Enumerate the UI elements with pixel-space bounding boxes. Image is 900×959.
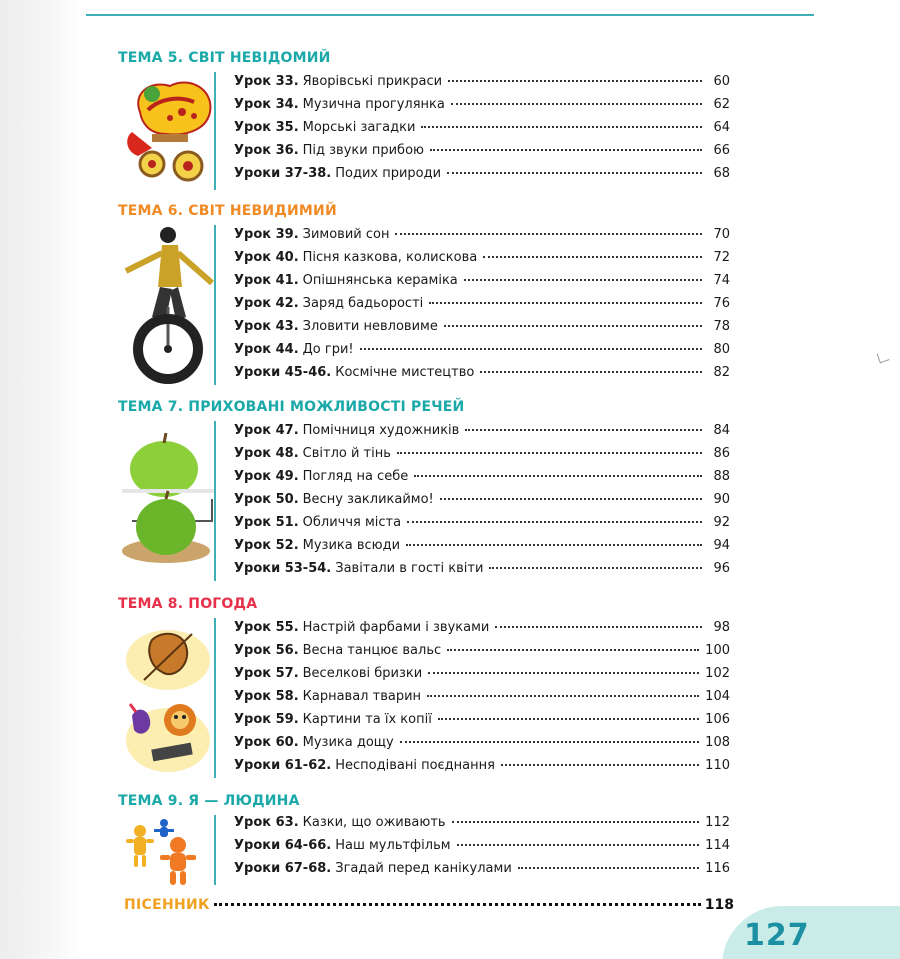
lesson-page: 110 [705, 758, 730, 773]
leader-dots [457, 844, 700, 846]
lesson-page: 78 [713, 319, 730, 334]
lesson-number: Урок 48. [234, 446, 299, 461]
leader-dots [501, 764, 699, 766]
lesson-page: 72 [713, 250, 730, 265]
lesson-entry[interactable] [234, 446, 730, 466]
lesson-title: Під звуки прибою [302, 143, 424, 158]
leader-dots [447, 649, 699, 651]
lesson-number: Урок 42. [234, 296, 299, 311]
lesson-page: 76 [713, 296, 730, 311]
lesson-number: Уроки 45-46. [234, 365, 332, 380]
leader-dots [427, 695, 699, 697]
leader-dots [406, 544, 702, 546]
leader-dots [214, 903, 701, 906]
leader-dots [464, 279, 702, 281]
lesson-title: Казки, що оживають [302, 815, 446, 830]
lesson-page: 82 [713, 365, 730, 380]
leader-dots [451, 103, 702, 105]
lesson-entry[interactable] [234, 120, 730, 140]
lesson-title: Пісня казкова, колискова [302, 250, 478, 265]
lesson-number: Урок 40. [234, 250, 299, 265]
leader-dots [448, 80, 702, 82]
section-rule [214, 225, 216, 385]
lesson-entry[interactable] [234, 538, 730, 558]
section-tema-8 [118, 596, 738, 786]
lesson-title: Несподівані поєднання [335, 758, 495, 773]
leader-dots [518, 867, 699, 869]
lesson-title: Яворівські прикраси [302, 74, 443, 89]
lesson-page: 116 [705, 861, 730, 876]
lesson-number: Уроки 61-62. [234, 758, 332, 773]
lesson-title: Космічне мистецтво [335, 365, 475, 380]
lesson-number: Уроки 37-38. [234, 166, 332, 181]
leader-dots [400, 741, 699, 743]
section-tema-6 [118, 203, 738, 393]
lesson-number: Урок 63. [234, 815, 299, 830]
unicycle-rider-icon [122, 227, 214, 387]
section-tema-7 [118, 399, 738, 589]
lesson-number: Урок 44. [234, 342, 299, 357]
cartoon-orchestra-icon [122, 620, 214, 780]
leader-dots [440, 498, 702, 500]
lesson-entry[interactable] [234, 643, 730, 663]
section-title: ТЕМА 9. Я — ЛЮДИНА [118, 793, 300, 809]
lesson-title: Обличчя міста [302, 515, 402, 530]
lesson-entry[interactable] [234, 166, 730, 186]
lesson-entry[interactable] [234, 815, 730, 835]
leader-dots [421, 126, 702, 128]
lesson-entry[interactable] [234, 97, 730, 117]
lesson-title: Весна танцює вальс [302, 643, 442, 658]
lesson-number: Урок 35. [234, 120, 299, 135]
lesson-title: Завітали в гості квіти [335, 561, 484, 576]
green-apples-icon [122, 429, 214, 579]
lesson-page: 70 [713, 227, 730, 242]
lesson-page: 64 [713, 120, 730, 135]
lesson-number: Урок 58. [234, 689, 299, 704]
lesson-entry[interactable] [234, 250, 730, 270]
lesson-title: Картини та їх копії [302, 712, 432, 727]
lesson-number: Урок 50. [234, 492, 299, 507]
top-rule [86, 14, 814, 16]
lesson-number: Урок 43. [234, 319, 299, 334]
lesson-page: 88 [713, 469, 730, 484]
lesson-page: 104 [705, 689, 730, 704]
lesson-title: Карнавал тварин [302, 689, 422, 704]
lesson-number: Урок 56. [234, 643, 299, 658]
lesson-page: 94 [713, 538, 730, 553]
lesson-entry[interactable] [234, 423, 730, 443]
lesson-number: Урок 57. [234, 666, 299, 681]
leader-dots [438, 718, 699, 720]
lesson-entry[interactable] [234, 515, 730, 535]
leader-dots [465, 429, 702, 431]
lesson-title: Веселкові бризки [302, 666, 423, 681]
lesson-title: Погляд на себе [302, 469, 409, 484]
lesson-number: Урок 59. [234, 712, 299, 727]
lesson-title: Музична прогулянка [302, 97, 445, 112]
lesson-entry[interactable] [234, 689, 730, 709]
lesson-page: 62 [713, 97, 730, 112]
lesson-page: 112 [705, 815, 730, 830]
lesson-title: Опішнянська кераміка [302, 273, 458, 288]
lesson-title: Помічниця художників [302, 423, 460, 438]
lesson-entry[interactable] [234, 758, 730, 778]
page-number: 127 [744, 918, 810, 953]
songbook-page: 118 [704, 897, 734, 913]
lesson-page: 60 [713, 74, 730, 89]
section-title: ТЕМА 5. СВІТ НЕВІДОМИЙ [118, 50, 331, 66]
lesson-page: 114 [705, 838, 730, 853]
lesson-entry[interactable] [234, 735, 730, 755]
lesson-number: Уроки 64-66. [234, 838, 332, 853]
lesson-entry[interactable] [234, 469, 730, 489]
lesson-page: 108 [705, 735, 730, 750]
leader-dots [395, 233, 702, 235]
leader-dots [397, 452, 702, 454]
lesson-title: Музика дощу [302, 735, 394, 750]
section-rule [214, 815, 216, 885]
lesson-title: Морські загадки [302, 120, 416, 135]
lesson-page: 98 [713, 620, 730, 635]
section-tema-9 [118, 793, 738, 893]
lesson-entry[interactable] [234, 561, 730, 581]
leader-dots [447, 172, 702, 174]
lesson-page: 100 [705, 643, 730, 658]
corner-mark [877, 351, 890, 364]
leader-dots [407, 521, 702, 523]
section-rule [214, 72, 216, 190]
leader-dots [489, 567, 702, 569]
section-tema-5 [118, 50, 738, 200]
lesson-entry[interactable] [234, 712, 730, 732]
leader-dots [444, 325, 702, 327]
songbook-entry[interactable] [124, 897, 734, 913]
lesson-entry[interactable] [234, 227, 730, 247]
lesson-entry[interactable] [234, 492, 730, 512]
leader-dots [495, 626, 702, 628]
leader-dots [360, 348, 702, 350]
leader-dots [480, 371, 702, 373]
section-rule [214, 618, 216, 778]
page-left-edge [0, 0, 86, 959]
leader-dots [428, 672, 699, 674]
lesson-number: Уроки 53-54. [234, 561, 332, 576]
lesson-title: Зловити невловиме [302, 319, 438, 334]
lesson-title: Подих природи [335, 166, 442, 181]
lesson-title: Згадай перед канікулами [335, 861, 512, 876]
lesson-title: Весну закликаймо! [302, 492, 434, 507]
leader-dots [414, 475, 702, 477]
lesson-number: Урок 41. [234, 273, 299, 288]
lesson-number: Урок 55. [234, 620, 299, 635]
section-title: ТЕМА 7. ПРИХОВАНІ МОЖЛИВОСТІ РЕЧЕЙ [118, 399, 465, 415]
lesson-number: Урок 36. [234, 143, 299, 158]
leader-dots [452, 821, 700, 823]
section-title: ТЕМА 8. ПОГОДА [118, 596, 258, 612]
lesson-entry[interactable] [234, 861, 730, 881]
lesson-entry[interactable] [234, 273, 730, 293]
lesson-number: Урок 49. [234, 469, 299, 484]
lesson-page: 84 [713, 423, 730, 438]
lesson-entry[interactable] [234, 296, 730, 316]
lesson-page: 106 [705, 712, 730, 727]
lesson-entry[interactable] [234, 620, 730, 640]
lesson-page: 66 [713, 143, 730, 158]
lesson-number: Урок 60. [234, 735, 299, 750]
lesson-number: Урок 39. [234, 227, 299, 242]
lesson-title: Світло й тінь [302, 446, 391, 461]
lesson-number: Урок 51. [234, 515, 299, 530]
lesson-title: Музика всюди [302, 538, 401, 553]
lesson-page: 80 [713, 342, 730, 357]
lesson-title: Зимовий сон [302, 227, 390, 242]
lesson-number: Урок 47. [234, 423, 299, 438]
lesson-page: 74 [713, 273, 730, 288]
leader-dots [430, 149, 702, 151]
lesson-entry[interactable] [234, 838, 730, 858]
lesson-entry[interactable] [234, 74, 730, 94]
lesson-title: До гри! [302, 342, 354, 357]
lesson-entry[interactable] [234, 319, 730, 339]
lesson-page: 102 [705, 666, 730, 681]
lesson-page: 96 [713, 561, 730, 576]
lesson-page: 68 [713, 166, 730, 181]
lesson-title: Наш мультфільм [335, 838, 451, 853]
section-title: ТЕМА 6. СВІТ НЕВИДИМИЙ [118, 203, 337, 219]
leader-dots [429, 302, 702, 304]
lesson-entry[interactable] [234, 342, 730, 362]
lesson-page: 92 [713, 515, 730, 530]
lesson-entry[interactable] [234, 143, 730, 163]
lesson-entry[interactable] [234, 666, 730, 686]
leader-dots [483, 256, 702, 258]
lesson-entry[interactable] [234, 365, 730, 385]
lesson-title: Заряд бадьорості [302, 296, 424, 311]
lesson-title: Настрій фарбами і звуками [302, 620, 490, 635]
lesson-page: 90 [713, 492, 730, 507]
lesson-number: Урок 33. [234, 74, 299, 89]
section-rule [214, 421, 216, 581]
songbook-title: ПІСЕННИК [124, 897, 210, 913]
clay-figures-icon [122, 817, 214, 887]
lesson-page: 86 [713, 446, 730, 461]
lesson-number: Урок 52. [234, 538, 299, 553]
lesson-number: Уроки 67-68. [234, 861, 332, 876]
petrykivka-bird-toy-icon [122, 72, 214, 190]
lesson-number: Урок 34. [234, 97, 299, 112]
